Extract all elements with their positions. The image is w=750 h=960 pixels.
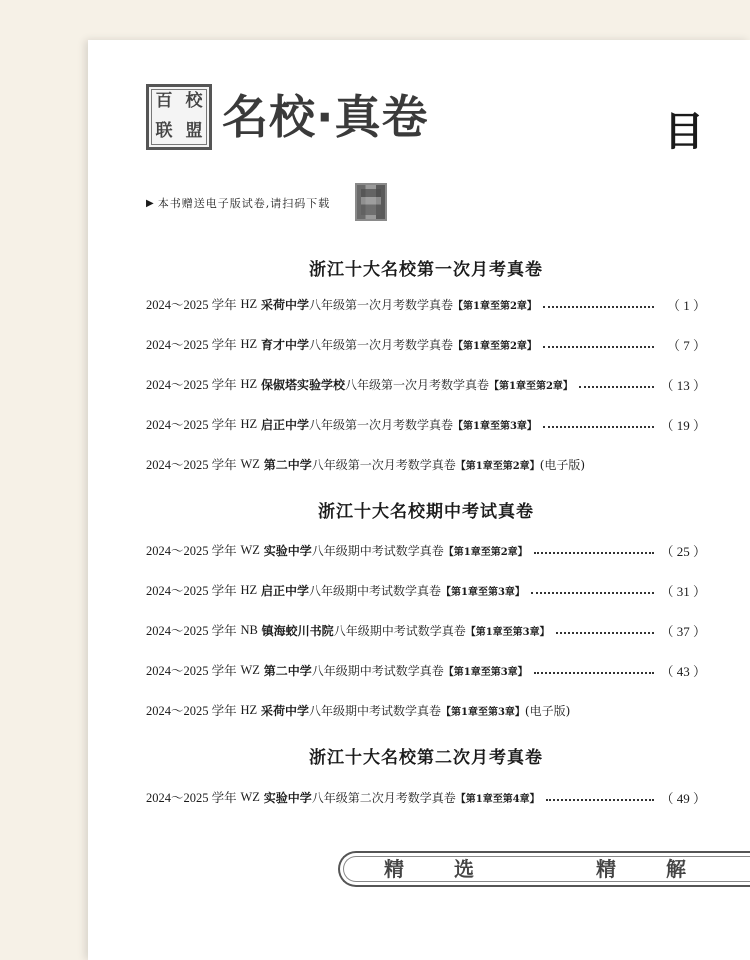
entry-school: 采荷中学 <box>260 703 309 718</box>
entry-page: （ 25 ） <box>660 543 706 559</box>
entry-school: 采荷中学 <box>260 297 309 312</box>
seal-char: 联 <box>155 121 173 141</box>
entry-school: 保俶塔实验学校 <box>260 377 345 392</box>
section-title: 浙江十大名校第二次月考真卷 <box>309 748 543 768</box>
entry-chapters: 【第1章至第3章】 <box>441 706 525 718</box>
entry-page: （ 7 ） <box>666 337 706 353</box>
dot-leader <box>534 540 654 554</box>
entry-region: NB <box>240 622 258 637</box>
entry-chapters: 【第1章至第2章】 <box>453 300 537 312</box>
entry-year: 2024～2025 学年 <box>146 338 237 352</box>
entry-chapters: 【第1章至第2章】 <box>443 546 528 558</box>
toc-entry[interactable] <box>146 374 706 394</box>
toc-entry[interactable] <box>146 620 706 640</box>
entry-school: 实验中学 <box>263 790 312 805</box>
entry-school: 第二中学 <box>263 457 312 472</box>
entry-page: （ 13 ） <box>660 377 706 393</box>
toc-entry[interactable] <box>146 787 706 807</box>
entry-subject: 八年级期中考试数学真卷 <box>333 623 466 638</box>
toc-heading-char: 目 <box>664 109 704 155</box>
entry-chapters: 【第1章至第4章】 <box>455 793 540 805</box>
entry-chapters: 【第1章至第2章】 <box>455 460 540 472</box>
banner-word: 精 <box>384 857 404 881</box>
entry-chapters: 【第1章至第3章】 <box>453 420 537 432</box>
entry-region: HZ <box>240 702 258 717</box>
seal-char: 校 <box>185 91 203 111</box>
entry-subject: 八年级第二次月考数学真卷 <box>311 790 456 805</box>
entry-chapters: 【第1章至第3章】 <box>465 626 550 638</box>
toc-entry[interactable] <box>146 454 706 474</box>
entry-electronic-tag: (电子版) <box>539 457 586 472</box>
entry-region: WZ <box>240 456 260 471</box>
toc-entry[interactable] <box>146 700 706 720</box>
toc-entry[interactable] <box>146 334 706 354</box>
toc-entry[interactable] <box>146 580 706 600</box>
pointer-triangle-icon: ▶ <box>146 197 155 209</box>
entry-chapters: 【第1章至第3章】 <box>441 586 525 598</box>
entry-chapters: 【第1章至第3章】 <box>443 666 528 678</box>
entry-region: HZ <box>240 336 258 351</box>
banner-word: 解 <box>666 857 686 881</box>
entry-region: WZ <box>240 542 260 557</box>
entry-school: 启正中学 <box>260 417 309 432</box>
entry-subject: 八年级第一次月考数学真卷 <box>308 417 453 432</box>
entry-year: 2024～2025 学年 <box>146 298 237 312</box>
entry-page: （ 49 ） <box>660 790 706 806</box>
entry-year: 2024～2025 学年 <box>146 791 237 805</box>
entry-page: （ 43 ） <box>660 663 706 679</box>
dot-leader <box>543 294 654 308</box>
entry-subject: 八年级第一次月考数学真卷 <box>344 377 489 392</box>
download-note <box>146 195 330 211</box>
entry-subject: 八年级第一次月考数学真卷 <box>311 457 456 472</box>
entry-school: 实验中学 <box>263 543 312 558</box>
toc-entry[interactable] <box>146 294 706 314</box>
entry-region: WZ <box>240 662 260 677</box>
entry-school: 第二中学 <box>263 663 312 678</box>
entry-subject: 八年级期中考试数学真卷 <box>311 543 444 558</box>
dot-leader <box>534 660 654 674</box>
toc-entry[interactable] <box>146 540 706 560</box>
section-title: 浙江十大名校期中考试真卷 <box>318 502 534 522</box>
brand-title: 名校·真卷 <box>222 90 429 144</box>
entry-year: 2024～2025 学年 <box>146 704 237 718</box>
entry-subject: 八年级期中考试数学真卷 <box>308 583 441 598</box>
entry-page: （ 1 ） <box>666 297 706 313</box>
dot-leader <box>546 787 654 801</box>
entry-year: 2024～2025 学年 <box>146 418 237 432</box>
entry-region: HZ <box>240 296 258 311</box>
toc-entry[interactable] <box>146 414 706 434</box>
entry-chapters: 【第1章至第2章】 <box>489 380 573 392</box>
entry-region: HZ <box>240 376 258 391</box>
entry-subject: 八年级期中考试数学真卷 <box>308 703 441 718</box>
entry-region: HZ <box>240 582 258 597</box>
entry-year: 2024～2025 学年 <box>146 624 237 638</box>
entry-school: 启正中学 <box>260 583 309 598</box>
seal-char: 盟 <box>185 121 203 141</box>
entry-year: 2024～2025 学年 <box>146 664 237 678</box>
entry-region: HZ <box>240 416 258 431</box>
entry-electronic-tag: (电子版) <box>524 703 571 718</box>
entry-school: 镇海蛟川书院 <box>261 623 334 638</box>
banner-word: 精 <box>596 857 616 881</box>
entry-year: 2024～2025 学年 <box>146 378 237 392</box>
qr-code-icon[interactable] <box>355 183 387 221</box>
download-note-text: 本书赠送电子版试卷,请扫码下载 <box>157 197 331 210</box>
seal-char: 百 <box>155 91 173 111</box>
entry-subject: 八年级第一次月考数学真卷 <box>308 337 453 352</box>
entry-year: 2024～2025 学年 <box>146 458 237 472</box>
dot-leader <box>543 334 654 348</box>
entry-chapters: 【第1章至第2章】 <box>453 340 537 352</box>
toc-entry[interactable] <box>146 660 706 680</box>
dot-leader <box>531 580 654 594</box>
entry-year: 2024～2025 学年 <box>146 544 237 558</box>
section-title: 浙江十大名校第一次月考真卷 <box>309 260 543 280</box>
dot-leader <box>556 620 654 634</box>
entry-subject: 八年级期中考试数学真卷 <box>311 663 444 678</box>
entry-page: （ 37 ） <box>660 623 706 639</box>
entry-page: （ 19 ） <box>660 417 706 433</box>
entry-year: 2024～2025 学年 <box>146 584 237 598</box>
entry-subject: 八年级第一次月考数学真卷 <box>308 297 453 312</box>
dot-leader <box>543 414 654 428</box>
dot-leader <box>579 374 654 388</box>
entry-page: （ 31 ） <box>660 583 706 599</box>
entry-region: WZ <box>240 789 260 804</box>
banner-word: 选 <box>454 857 474 881</box>
entry-school: 育才中学 <box>260 337 309 352</box>
logo-seal <box>146 84 212 150</box>
